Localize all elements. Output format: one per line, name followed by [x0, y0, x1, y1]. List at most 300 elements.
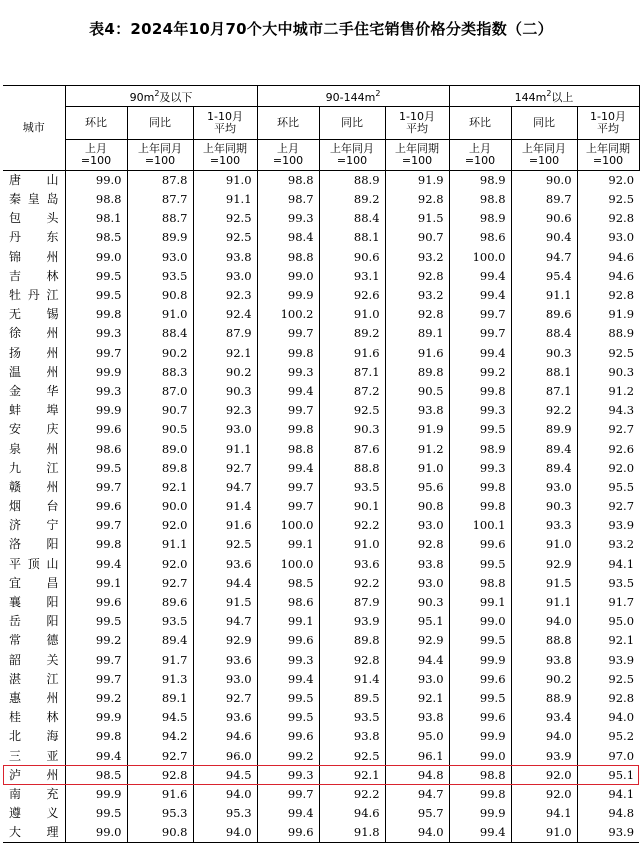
value-cell: 87.9: [193, 324, 257, 343]
value-cell: 89.4: [127, 631, 193, 650]
value-cell: 90.3: [577, 363, 639, 382]
value-cell: 99.3: [257, 209, 319, 228]
value-cell: 99.7: [65, 344, 127, 363]
value-cell: 98.5: [257, 574, 319, 593]
city-cell: 泸州: [9, 767, 59, 782]
city-header: 城市: [3, 86, 65, 171]
city-cell: 徐州: [9, 326, 59, 341]
value-cell: 91.5: [385, 209, 449, 228]
value-cell: 92.0: [577, 459, 639, 478]
value-cell: 95.6: [385, 478, 449, 497]
value-cell: 89.1: [385, 324, 449, 343]
value-cell: 99.4: [257, 459, 319, 478]
value-cell: 89.9: [511, 420, 577, 439]
value-cell: 88.4: [511, 324, 577, 343]
value-cell: 99.5: [65, 612, 127, 631]
value-cell: 99.5: [65, 286, 127, 305]
value-cell: 91.6: [127, 785, 193, 804]
value-cell: 99.1: [257, 612, 319, 631]
table-row: [3, 593, 639, 612]
price-index-table: [3, 85, 640, 843]
table-row: [3, 651, 639, 670]
value-cell: 88.9: [511, 689, 577, 708]
value-cell: 92.0: [127, 516, 193, 535]
value-cell: 99.4: [257, 670, 319, 689]
value-cell: 89.6: [511, 305, 577, 324]
value-cell: 94.5: [127, 708, 193, 727]
value-cell: 100.1: [449, 516, 511, 535]
value-cell: 99.9: [449, 804, 511, 823]
value-cell: 99.3: [257, 363, 319, 382]
value-cell: 99.8: [65, 305, 127, 324]
table-row: [3, 324, 639, 343]
value-cell: 99.8: [65, 727, 127, 746]
value-cell: 91.0: [319, 305, 385, 324]
value-cell: 99.5: [65, 804, 127, 823]
value-cell: 98.5: [65, 766, 127, 785]
city-cell: 惠州: [9, 690, 59, 705]
value-cell: 92.8: [577, 286, 639, 305]
value-cell: 91.0: [511, 823, 577, 843]
value-cell: 99.7: [257, 478, 319, 497]
value-cell: 99.5: [449, 555, 511, 574]
value-cell: 90.2: [193, 363, 257, 382]
base-header: 上月 =100: [65, 140, 127, 171]
value-cell: 99.0: [257, 267, 319, 286]
value-cell: 91.1: [511, 286, 577, 305]
value-cell: 92.2: [511, 401, 577, 420]
table-row: [3, 344, 639, 363]
value-cell: 93.0: [127, 248, 193, 267]
value-cell: 95.3: [193, 804, 257, 823]
value-cell: 93.9: [511, 746, 577, 765]
value-cell: 92.1: [319, 766, 385, 785]
value-cell: 93.6: [193, 651, 257, 670]
value-cell: 92.8: [385, 535, 449, 554]
value-cell: 94.0: [193, 823, 257, 843]
value-cell: 94.0: [385, 823, 449, 843]
value-cell: 99.8: [449, 785, 511, 804]
value-cell: 93.3: [511, 516, 577, 535]
value-cell: 90.3: [511, 497, 577, 516]
city-cell: 宜昌: [9, 575, 59, 590]
value-cell: 90.6: [511, 209, 577, 228]
value-cell: 99.1: [257, 535, 319, 554]
value-cell: 93.8: [193, 248, 257, 267]
value-cell: 91.1: [511, 593, 577, 612]
value-cell: 93.5: [577, 574, 639, 593]
city-cell: 岳阳: [9, 614, 59, 629]
value-cell: 99.7: [65, 516, 127, 535]
value-cell: 92.8: [319, 651, 385, 670]
value-cell: 92.4: [193, 305, 257, 324]
value-cell: 90.7: [385, 228, 449, 247]
value-cell: 93.0: [385, 574, 449, 593]
value-cell: 99.6: [257, 823, 319, 843]
city-cell: 丹东: [9, 230, 59, 245]
value-cell: 99.8: [449, 382, 511, 401]
value-cell: 92.7: [127, 574, 193, 593]
value-cell: 99.2: [449, 363, 511, 382]
value-cell: 96.1: [385, 746, 449, 765]
value-cell: 92.5: [193, 228, 257, 247]
value-cell: 88.8: [319, 459, 385, 478]
value-cell: 93.0: [193, 670, 257, 689]
value-cell: 93.4: [511, 708, 577, 727]
value-cell: 92.3: [193, 286, 257, 305]
value-cell: 93.5: [319, 478, 385, 497]
city-cell: 平顶山: [9, 556, 59, 571]
value-cell: 94.6: [577, 248, 639, 267]
value-cell: 99.3: [257, 651, 319, 670]
value-cell: 93.9: [319, 612, 385, 631]
value-cell: 100.0: [449, 248, 511, 267]
table-row: [3, 746, 639, 765]
base-header: 上年同期 =100: [577, 140, 639, 171]
sub-header: 同比: [319, 107, 385, 140]
city-cell: 南充: [9, 786, 59, 801]
value-cell: 89.9: [127, 228, 193, 247]
sub-header: 环比: [449, 107, 511, 140]
value-cell: 99.9: [65, 401, 127, 420]
value-cell: 93.0: [193, 420, 257, 439]
city-cell: 洛阳: [9, 537, 59, 552]
value-cell: 92.7: [193, 459, 257, 478]
value-cell: 99.2: [65, 631, 127, 650]
value-cell: 87.1: [511, 382, 577, 401]
value-cell: 87.7: [127, 190, 193, 209]
value-cell: 90.0: [127, 497, 193, 516]
sub-header: 同比: [511, 107, 577, 140]
value-cell: 99.0: [449, 612, 511, 631]
value-cell: 92.0: [127, 555, 193, 574]
value-cell: 92.8: [577, 209, 639, 228]
value-cell: 88.1: [511, 363, 577, 382]
value-cell: 88.8: [511, 631, 577, 650]
value-cell: 92.8: [385, 267, 449, 286]
table-row: [3, 689, 639, 708]
value-cell: 92.9: [511, 555, 577, 574]
value-cell: 94.1: [577, 555, 639, 574]
value-cell: 91.5: [193, 593, 257, 612]
value-cell: 98.8: [449, 574, 511, 593]
value-cell: 92.2: [319, 516, 385, 535]
value-cell: 92.5: [319, 401, 385, 420]
table-row: [3, 478, 639, 497]
value-cell: 99.4: [449, 823, 511, 843]
value-cell: 96.0: [193, 746, 257, 765]
table-row: [3, 823, 639, 843]
value-cell: 89.5: [319, 689, 385, 708]
table-row: [3, 766, 639, 785]
value-cell: 90.8: [127, 286, 193, 305]
value-cell: 97.0: [577, 746, 639, 765]
city-cell: 牡丹江: [9, 288, 59, 303]
value-cell: 99.5: [65, 267, 127, 286]
value-cell: 92.3: [193, 401, 257, 420]
value-cell: 99.8: [449, 478, 511, 497]
value-cell: 91.6: [385, 344, 449, 363]
value-cell: 92.8: [385, 190, 449, 209]
value-cell: 100.2: [257, 305, 319, 324]
city-cell: 北海: [9, 729, 59, 744]
value-cell: 93.6: [193, 708, 257, 727]
value-cell: 91.6: [319, 344, 385, 363]
value-cell: 95.2: [577, 727, 639, 746]
value-cell: 91.5: [511, 574, 577, 593]
sub-header: 环比: [257, 107, 319, 140]
value-cell: 89.0: [127, 439, 193, 458]
value-cell: 87.1: [319, 363, 385, 382]
value-cell: 90.3: [193, 382, 257, 401]
value-cell: 99.7: [257, 785, 319, 804]
value-cell: 99.7: [257, 324, 319, 343]
value-cell: 91.0: [319, 535, 385, 554]
value-cell: 99.4: [257, 804, 319, 823]
value-cell: 92.7: [193, 689, 257, 708]
value-cell: 99.5: [65, 459, 127, 478]
value-cell: 94.0: [193, 785, 257, 804]
value-cell: 99.6: [257, 727, 319, 746]
value-cell: 88.9: [577, 324, 639, 343]
value-cell: 100.0: [257, 516, 319, 535]
value-cell: 99.5: [257, 689, 319, 708]
value-cell: 90.3: [511, 344, 577, 363]
table-row: [3, 516, 639, 535]
value-cell: 91.4: [193, 497, 257, 516]
table-row: [3, 439, 639, 458]
value-cell: 95.4: [511, 267, 577, 286]
city-cell: 锦州: [9, 249, 59, 264]
city-cell: 安庆: [9, 422, 59, 437]
value-cell: 93.1: [319, 267, 385, 286]
value-cell: 90.8: [385, 497, 449, 516]
table-row: [3, 382, 639, 401]
value-cell: 99.6: [65, 497, 127, 516]
city-cell: 包头: [9, 211, 59, 226]
table-row: [3, 267, 639, 286]
value-cell: 93.2: [577, 535, 639, 554]
value-cell: 92.1: [577, 631, 639, 650]
value-cell: 91.3: [127, 670, 193, 689]
value-cell: 99.0: [449, 746, 511, 765]
value-cell: 99.8: [257, 344, 319, 363]
value-cell: 94.8: [385, 766, 449, 785]
value-cell: 99.5: [449, 420, 511, 439]
value-cell: 99.6: [449, 708, 511, 727]
value-cell: 87.8: [127, 171, 193, 191]
value-cell: 95.3: [127, 804, 193, 823]
value-cell: 93.6: [193, 555, 257, 574]
value-cell: 99.3: [65, 324, 127, 343]
value-cell: 99.7: [449, 305, 511, 324]
value-cell: 99.6: [65, 593, 127, 612]
value-cell: 91.4: [319, 670, 385, 689]
city-cell: 温州: [9, 364, 59, 379]
value-cell: 89.2: [319, 324, 385, 343]
value-cell: 93.9: [577, 516, 639, 535]
group-header-large: $144m^2$以上: [449, 86, 639, 107]
value-cell: 99.4: [449, 286, 511, 305]
base-header: 上年同月 =100: [511, 140, 577, 171]
value-cell: 99.3: [65, 382, 127, 401]
value-cell: 91.0: [127, 305, 193, 324]
table-row: [3, 670, 639, 689]
value-cell: 89.1: [127, 689, 193, 708]
city-cell: 蚌埠: [9, 403, 59, 418]
city-cell: 三亚: [9, 748, 59, 763]
value-cell: 99.1: [449, 593, 511, 612]
value-cell: 90.5: [385, 382, 449, 401]
value-cell: 92.1: [385, 689, 449, 708]
value-cell: 94.0: [511, 612, 577, 631]
value-cell: 89.8: [127, 459, 193, 478]
value-cell: 89.4: [511, 439, 577, 458]
value-cell: 98.7: [257, 190, 319, 209]
value-cell: 90.3: [385, 593, 449, 612]
value-cell: 94.5: [193, 766, 257, 785]
value-cell: 98.5: [65, 228, 127, 247]
sub-header: 1-10月 平均: [577, 107, 639, 140]
value-cell: 89.6: [127, 593, 193, 612]
table-row: [3, 497, 639, 516]
table-row: [3, 209, 639, 228]
value-cell: 99.2: [257, 746, 319, 765]
value-cell: 92.0: [511, 766, 577, 785]
value-cell: 88.4: [319, 209, 385, 228]
value-cell: 94.2: [127, 727, 193, 746]
city-cell: 扬州: [9, 345, 59, 360]
value-cell: 91.9: [577, 305, 639, 324]
value-cell: 92.5: [319, 746, 385, 765]
value-cell: 88.4: [127, 324, 193, 343]
value-cell: 99.9: [65, 708, 127, 727]
city-cell: 烟台: [9, 499, 59, 514]
value-cell: 91.2: [577, 382, 639, 401]
table-row: [3, 535, 639, 554]
value-cell: 93.8: [511, 651, 577, 670]
value-cell: 99.7: [65, 670, 127, 689]
value-cell: 90.7: [127, 401, 193, 420]
base-header: 上月 =100: [449, 140, 511, 171]
table-row: [3, 171, 639, 191]
value-cell: 99.3: [449, 401, 511, 420]
value-cell: 95.1: [385, 612, 449, 631]
value-cell: 93.0: [577, 228, 639, 247]
value-cell: 94.0: [511, 727, 577, 746]
value-cell: 90.2: [127, 344, 193, 363]
value-cell: 92.5: [577, 190, 639, 209]
value-cell: 89.2: [319, 190, 385, 209]
value-cell: 89.8: [385, 363, 449, 382]
value-cell: 92.8: [127, 766, 193, 785]
value-cell: 91.0: [385, 459, 449, 478]
value-cell: 99.4: [257, 382, 319, 401]
value-cell: 99.3: [257, 766, 319, 785]
value-cell: 92.8: [577, 689, 639, 708]
value-cell: 88.1: [319, 228, 385, 247]
value-cell: 93.8: [385, 708, 449, 727]
value-cell: 93.0: [385, 516, 449, 535]
value-cell: 92.6: [577, 439, 639, 458]
value-cell: 99.9: [449, 727, 511, 746]
value-cell: 92.7: [577, 497, 639, 516]
value-cell: 91.7: [577, 593, 639, 612]
value-cell: 90.2: [511, 670, 577, 689]
value-cell: 90.5: [127, 420, 193, 439]
value-cell: 99.9: [65, 785, 127, 804]
table-row: [3, 228, 639, 247]
value-cell: 94.6: [319, 804, 385, 823]
table-row: [3, 286, 639, 305]
table-row: [3, 401, 639, 420]
value-cell: 91.1: [127, 535, 193, 554]
value-cell: 99.7: [257, 497, 319, 516]
value-cell: 94.7: [193, 612, 257, 631]
table-row: [3, 190, 639, 209]
table-row: [3, 305, 639, 324]
value-cell: 89.7: [511, 190, 577, 209]
table-row: [3, 708, 639, 727]
value-cell: 90.0: [511, 171, 577, 191]
value-cell: 98.9: [449, 439, 511, 458]
value-cell: 93.8: [385, 555, 449, 574]
value-cell: 98.8: [449, 766, 511, 785]
value-cell: 99.7: [65, 651, 127, 670]
value-cell: 89.4: [511, 459, 577, 478]
city-cell: 唐山: [9, 173, 59, 187]
value-cell: 88.3: [127, 363, 193, 382]
value-cell: 88.9: [319, 171, 385, 191]
table-row: [3, 420, 639, 439]
value-cell: 93.9: [577, 823, 639, 843]
value-cell: 94.7: [193, 478, 257, 497]
value-cell: 92.1: [127, 478, 193, 497]
value-cell: 92.5: [193, 535, 257, 554]
city-cell: 韶关: [9, 652, 59, 667]
value-cell: 99.9: [65, 363, 127, 382]
value-cell: 93.5: [127, 267, 193, 286]
value-cell: 92.2: [319, 574, 385, 593]
table-row: [3, 248, 639, 267]
city-cell: 吉林: [9, 268, 59, 283]
city-cell: 遵义: [9, 806, 59, 821]
value-cell: 91.6: [193, 516, 257, 535]
table-row: [3, 363, 639, 382]
base-header: 上年同期 =100: [385, 140, 449, 171]
value-cell: 99.8: [449, 497, 511, 516]
value-cell: 93.2: [385, 286, 449, 305]
table-row: [3, 631, 639, 650]
value-cell: 99.9: [257, 286, 319, 305]
value-cell: 99.6: [257, 631, 319, 650]
city-cell: 湛江: [9, 671, 59, 686]
value-cell: 91.9: [385, 420, 449, 439]
table-row: [3, 785, 639, 804]
value-cell: 89.8: [319, 631, 385, 650]
value-cell: 91.0: [511, 535, 577, 554]
value-cell: 94.6: [577, 267, 639, 286]
value-cell: 93.6: [319, 555, 385, 574]
value-cell: 94.1: [577, 785, 639, 804]
base-header: 上年同月 =100: [319, 140, 385, 171]
value-cell: 98.8: [257, 248, 319, 267]
table-row: [3, 574, 639, 593]
value-cell: 90.8: [127, 823, 193, 843]
city-cell: 赣州: [9, 479, 59, 494]
table-row: [3, 804, 639, 823]
base-header: 上年同期 =100: [193, 140, 257, 171]
